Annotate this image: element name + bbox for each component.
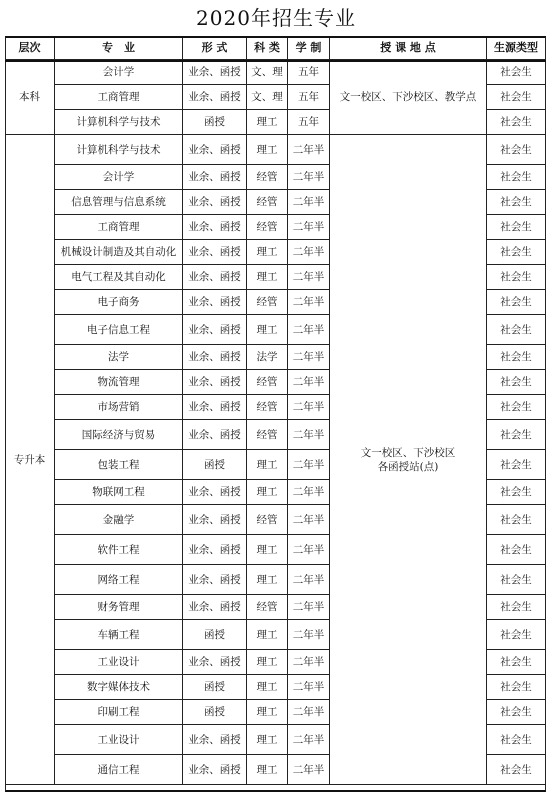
cell-form: 函授 (183, 110, 247, 135)
cell-form: 业余、函授 (183, 370, 247, 395)
cell-source: 社会生 (487, 650, 546, 675)
cell-form: 业余、函授 (183, 135, 247, 165)
cell-duration: 二年半 (288, 450, 330, 480)
cell-major: 车辆工程 (55, 620, 183, 650)
cell-form: 业余、函授 (183, 265, 247, 290)
cell-subject: 理工 (247, 480, 288, 505)
header-source: 生源类型 (487, 36, 546, 60)
cell-duration: 二年半 (288, 370, 330, 395)
section-location (330, 60, 487, 135)
cell-form: 业余、函授 (183, 755, 247, 785)
cell-source: 社会生 (487, 345, 546, 370)
cell-duration: 二年半 (288, 165, 330, 190)
cell-subject: 经管 (247, 420, 288, 450)
cell-source: 社会生 (487, 725, 546, 755)
cell-major: 工商管理 (55, 215, 183, 240)
section-level: 专升本 (5, 135, 55, 785)
cell-form: 函授 (183, 620, 247, 650)
cell-subject: 理工 (247, 535, 288, 565)
cell-subject: 法学 (247, 345, 288, 370)
cell-source: 社会生 (487, 165, 546, 190)
cell-form: 业余、函授 (183, 650, 247, 675)
cell-major: 工业设计 (55, 725, 183, 755)
cell-major: 计算机科学与技术 (55, 110, 183, 135)
cell-form: 业余、函授 (183, 480, 247, 505)
cell-form: 业余、函授 (183, 535, 247, 565)
cell-subject: 经管 (247, 370, 288, 395)
cell-duration: 二年半 (288, 700, 330, 725)
cell-source: 社会生 (487, 85, 546, 110)
cell-subject: 理工 (247, 240, 288, 265)
cell-duration: 五年 (288, 110, 330, 135)
cell-major: 电子信息工程 (55, 315, 183, 345)
cell-source: 社会生 (487, 315, 546, 345)
cell-source: 社会生 (487, 110, 546, 135)
enrollment-table (5, 36, 546, 792)
cell-source: 社会生 (487, 565, 546, 595)
cell-source: 社会生 (487, 420, 546, 450)
cell-form: 业余、函授 (183, 565, 247, 595)
cell-source: 社会生 (487, 290, 546, 315)
cell-major: 计算机科学与技术 (55, 135, 183, 165)
cell-source: 社会生 (487, 535, 546, 565)
cell-major: 网络工程 (55, 565, 183, 595)
cell-form: 业余、函授 (183, 345, 247, 370)
cell-form: 业余、函授 (183, 190, 247, 215)
cell-major: 电子商务 (55, 290, 183, 315)
cell-major: 软件工程 (55, 535, 183, 565)
cell-subject: 经管 (247, 290, 288, 315)
cell-duration: 二年半 (288, 755, 330, 785)
cell-duration: 二年半 (288, 290, 330, 315)
cell-major: 财务管理 (55, 595, 183, 620)
cell-form: 业余、函授 (183, 420, 247, 450)
cell-source: 社会生 (487, 755, 546, 785)
cell-duration: 二年半 (288, 505, 330, 535)
cell-major: 金融学 (55, 505, 183, 535)
cell-major: 数字媒体技术 (55, 675, 183, 700)
cell-subject: 理工 (247, 700, 288, 725)
header-duration: 学 制 (288, 36, 330, 60)
cell-form: 函授 (183, 450, 247, 480)
cell-duration: 二年半 (288, 240, 330, 265)
cell-source: 社会生 (487, 480, 546, 505)
cell-duration: 二年半 (288, 265, 330, 290)
cell-duration: 二年半 (288, 565, 330, 595)
cell-subject: 理工 (247, 265, 288, 290)
cell-major: 印刷工程 (55, 700, 183, 725)
cell-subject: 理工 (247, 450, 288, 480)
cell-subject: 理工 (247, 755, 288, 785)
cell-form: 业余、函授 (183, 290, 247, 315)
header-location: 授 课 地 点 (330, 36, 487, 60)
cell-source: 社会生 (487, 450, 546, 480)
cell-subject: 理工 (247, 725, 288, 755)
cell-form: 业余、函授 (183, 240, 247, 265)
cell-major: 包装工程 (55, 450, 183, 480)
cell-source: 社会生 (487, 395, 546, 420)
cell-duration: 二年半 (288, 190, 330, 215)
cell-duration: 二年半 (288, 420, 330, 450)
cell-major: 会计学 (55, 165, 183, 190)
cell-duration: 五年 (288, 85, 330, 110)
cell-subject: 理工 (247, 315, 288, 345)
cell-duration: 二年半 (288, 480, 330, 505)
cell-subject: 理工 (247, 565, 288, 595)
cell-major: 工业设计 (55, 650, 183, 675)
cell-subject: 理工 (247, 110, 288, 135)
cell-source: 社会生 (487, 135, 546, 165)
location-line: 文一校区、下沙校区 (360, 446, 456, 459)
header-subject: 科 类 (247, 36, 288, 60)
cell-subject: 理工 (247, 135, 288, 165)
cell-subject: 理工 (247, 675, 288, 700)
cell-subject: 理工 (247, 650, 288, 675)
cell-form: 函授 (183, 700, 247, 725)
cell-subject: 经管 (247, 190, 288, 215)
cell-subject: 经管 (247, 215, 288, 240)
header-level: 层次 (5, 36, 55, 60)
cell-major: 机械设计制造及其自动化 (55, 240, 183, 265)
cell-major: 会计学 (55, 60, 183, 85)
cell-major: 市场营销 (55, 395, 183, 420)
cell-subject: 文、理 (247, 85, 288, 110)
cell-duration: 二年半 (288, 135, 330, 165)
cell-form: 业余、函授 (183, 215, 247, 240)
cell-source: 社会生 (487, 505, 546, 535)
page-title: 2020年招生专业 (196, 6, 356, 30)
cell-major: 法学 (55, 345, 183, 370)
cell-source: 社会生 (487, 240, 546, 265)
cell-major: 通信工程 (55, 755, 183, 785)
cell-form: 业余、函授 (183, 165, 247, 190)
cell-subject: 文、理 (247, 60, 288, 85)
cell-form: 业余、函授 (183, 85, 247, 110)
cell-subject: 理工 (247, 620, 288, 650)
section-level: 本科 (5, 60, 55, 135)
cell-form: 函授 (183, 675, 247, 700)
cell-duration: 二年半 (288, 595, 330, 620)
cell-duration: 二年半 (288, 315, 330, 345)
cell-duration: 二年半 (288, 395, 330, 420)
cell-form: 业余、函授 (183, 395, 247, 420)
header-form: 形 式 (183, 36, 247, 60)
cell-source: 社会生 (487, 370, 546, 395)
cell-source: 社会生 (487, 60, 546, 85)
cell-source: 社会生 (487, 190, 546, 215)
location-line: 各函授站(点) (377, 460, 439, 473)
section-location (330, 135, 487, 785)
header-major: 专 业 (55, 36, 183, 60)
cell-source: 社会生 (487, 675, 546, 700)
cell-major: 电气工程及其自动化 (55, 265, 183, 290)
cell-duration: 二年半 (288, 215, 330, 240)
cell-form: 业余、函授 (183, 315, 247, 345)
cell-duration: 二年半 (288, 725, 330, 755)
cell-duration: 二年半 (288, 620, 330, 650)
cell-form: 业余、函授 (183, 60, 247, 85)
cell-duration: 五年 (288, 60, 330, 85)
cell-major: 工商管理 (55, 85, 183, 110)
cell-major: 国际经济与贸易 (55, 420, 183, 450)
cell-subject: 经管 (247, 505, 288, 535)
cell-duration: 二年半 (288, 345, 330, 370)
cell-duration: 二年半 (288, 535, 330, 565)
cell-major: 物流管理 (55, 370, 183, 395)
cell-subject: 经管 (247, 395, 288, 420)
cell-source: 社会生 (487, 620, 546, 650)
cell-major: 信息管理与信息系统 (55, 190, 183, 215)
cell-subject: 经管 (247, 595, 288, 620)
location-line: 文一校区、下沙校区、教学点 (339, 91, 477, 103)
cell-form: 业余、函授 (183, 725, 247, 755)
cell-form: 业余、函授 (183, 505, 247, 535)
cell-major: 物联网工程 (55, 480, 183, 505)
cell-source: 社会生 (487, 595, 546, 620)
cell-source: 社会生 (487, 265, 546, 290)
cell-duration: 二年半 (288, 675, 330, 700)
cell-source: 社会生 (487, 215, 546, 240)
cell-form: 业余、函授 (183, 595, 247, 620)
cell-subject: 经管 (247, 165, 288, 190)
cell-source: 社会生 (487, 700, 546, 725)
cell-duration: 二年半 (288, 650, 330, 675)
